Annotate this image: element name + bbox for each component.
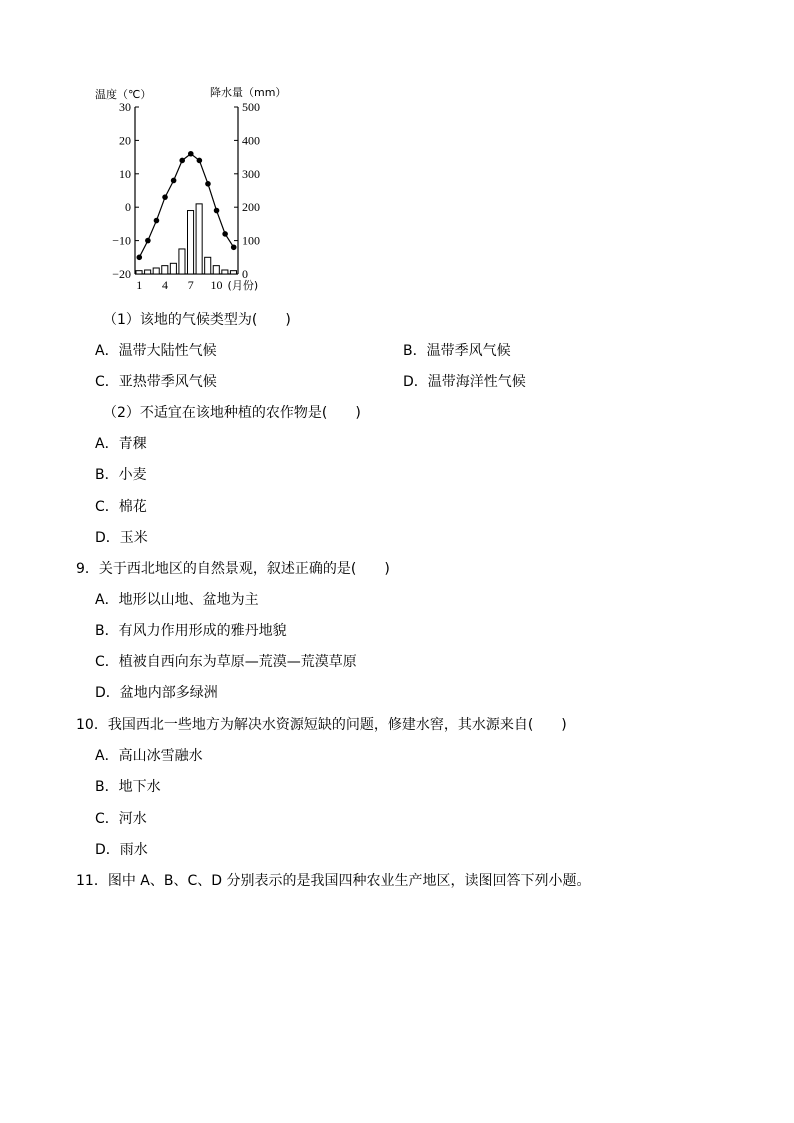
precipitation-bar bbox=[153, 268, 159, 274]
precipitation-bar bbox=[179, 249, 185, 274]
x-tick-label: 10 bbox=[210, 278, 223, 292]
q8-sub2-option-c[interactable]: C．棉花 bbox=[95, 499, 147, 515]
right-axis-label: 降水量（mm） bbox=[210, 86, 287, 99]
left-tick-label: 0 bbox=[125, 200, 131, 215]
q8-sub1-option-a[interactable]: A．温带大陆性气候 bbox=[95, 343, 217, 359]
precipitation-bar bbox=[162, 266, 168, 274]
temperature-point bbox=[222, 231, 228, 237]
left-axis-label: 温度（℃） bbox=[95, 88, 152, 101]
q8-sub1-option-d[interactable]: D．温带海洋性气候 bbox=[403, 374, 526, 390]
q10-option-c[interactable]: C．河水 bbox=[95, 811, 147, 827]
precipitation-bar bbox=[230, 271, 236, 274]
temperature-line bbox=[139, 154, 233, 258]
q8-sub1-option-c[interactable]: C．亚热带季风气候 bbox=[95, 374, 217, 390]
temperature-point bbox=[188, 151, 194, 157]
q10-option-b[interactable]: B．地下水 bbox=[95, 779, 161, 795]
x-tick-label: 7 bbox=[187, 278, 194, 292]
left-tick-label: −10 bbox=[112, 233, 131, 248]
q8-sub1-option-b[interactable]: B．温带季风气候 bbox=[403, 343, 511, 359]
precipitation-bar bbox=[213, 266, 219, 274]
q9-stem: 9．关于西北地区的自然景观，叙述正确的是( ) bbox=[76, 561, 390, 577]
x-tick-label: 4 bbox=[162, 278, 169, 292]
right-tick-label: 300 bbox=[242, 166, 260, 181]
precipitation-bar bbox=[145, 270, 151, 274]
right-tick-label: 100 bbox=[242, 233, 260, 248]
q9-option-a[interactable]: A．地形以山地、盆地为主 bbox=[95, 592, 259, 608]
precipitation-bar bbox=[188, 211, 194, 274]
q8-sub2-option-d[interactable]: D．玉米 bbox=[95, 530, 148, 546]
right-tick-label: 400 bbox=[242, 133, 260, 148]
x-tick-label: 1 bbox=[136, 278, 143, 292]
q8-sub1-stem: （1）该地的气候类型为( ) bbox=[103, 312, 291, 328]
temperature-point bbox=[145, 238, 151, 244]
temperature-point bbox=[214, 208, 220, 214]
x-axis-unit: (月份) bbox=[227, 279, 259, 292]
temperature-point bbox=[205, 181, 211, 187]
temperature-point bbox=[162, 194, 168, 200]
precipitation-bar bbox=[136, 271, 142, 274]
left-tick-label: −20 bbox=[112, 267, 131, 281]
climate-chart bbox=[90, 82, 310, 297]
left-tick-label: 10 bbox=[119, 166, 131, 181]
temperature-point bbox=[154, 218, 160, 224]
q8-sub2-stem: （2）不适宜在该地种植的农作物是( ) bbox=[103, 405, 361, 421]
climate-chart-svg bbox=[90, 82, 310, 297]
right-tick-label: 500 bbox=[242, 100, 260, 114]
q8-sub2-option-b[interactable]: B．小麦 bbox=[95, 467, 147, 483]
q10-stem: 10．我国西北一些地方为解决水资源短缺的问题，修建水窖，其水源来自( ) bbox=[76, 717, 567, 733]
temperature-point bbox=[171, 178, 177, 184]
right-tick-label: 200 bbox=[242, 200, 260, 215]
q9-option-c[interactable]: C．植被自西向东为草原—荒漠—荒漠草原 bbox=[95, 654, 357, 670]
precipitation-bar bbox=[170, 263, 176, 274]
temperature-point bbox=[136, 255, 142, 261]
precipitation-bar bbox=[222, 270, 228, 274]
q9-option-b[interactable]: B．有风力作用形成的雅丹地貌 bbox=[95, 623, 287, 639]
precipitation-bar bbox=[205, 257, 211, 274]
q10-option-d[interactable]: D．雨水 bbox=[95, 842, 148, 858]
temperature-point bbox=[231, 244, 237, 250]
left-tick-label: 30 bbox=[119, 100, 131, 114]
q11-stem: 11．图中 A、B、C、D 分别表示的是我国四种农业生产地区，读图回答下列小题。 bbox=[76, 873, 591, 889]
precipitation-bar bbox=[196, 204, 202, 274]
right-tick-label: 0 bbox=[242, 267, 248, 281]
q8-sub2-option-a[interactable]: A．青稞 bbox=[95, 436, 147, 452]
left-tick-label: 20 bbox=[119, 133, 131, 148]
q9-option-d[interactable]: D．盆地内部多绿洲 bbox=[95, 685, 218, 701]
temperature-point bbox=[197, 158, 203, 164]
chart-marks bbox=[112, 100, 260, 292]
q10-option-a[interactable]: A．高山冰雪融水 bbox=[95, 748, 203, 764]
temperature-point bbox=[179, 158, 185, 164]
